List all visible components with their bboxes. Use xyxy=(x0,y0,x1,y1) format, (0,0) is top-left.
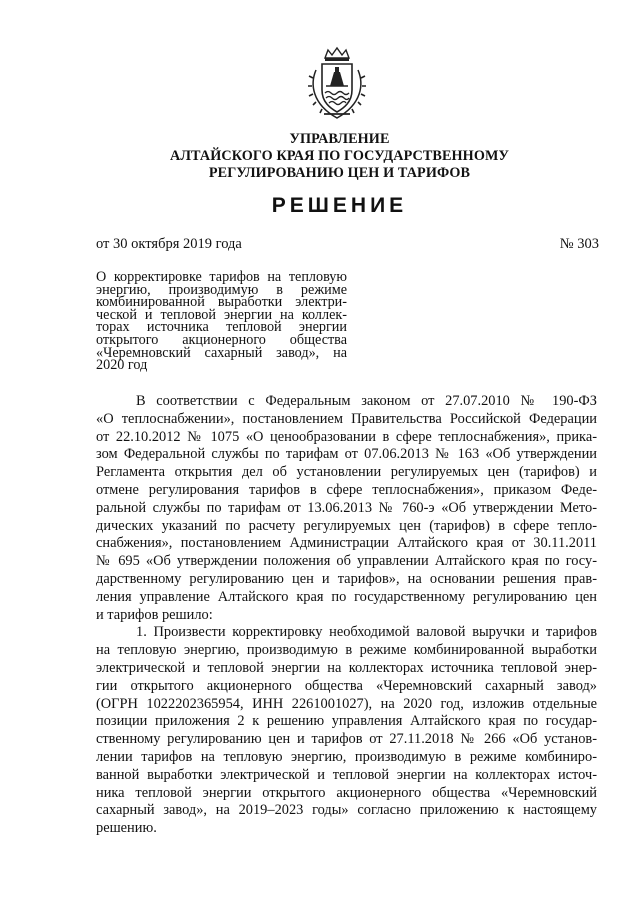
body-text-line: Регламента открытия дел об установлении регулируемых цен (тарифов) и xyxy=(96,464,597,481)
body-text-line: и тарифов решило: xyxy=(96,606,213,623)
subject-line: «Черемновский сахарный завод», на xyxy=(96,344,347,361)
body-text-line: гии открытого акционерного общества «Черемновский сахарный завод» xyxy=(96,677,597,694)
document-type-title: РЕШЕНИЕ xyxy=(271,194,408,217)
body-text-line: решению. xyxy=(96,820,157,837)
body-text-line: от 22.10.2012 № 1075 «О ценообразовании в сфере теплоснабжения», прика- xyxy=(96,428,597,445)
authority-name-line-3: РЕГУЛИРОВАНИЮ ЦЕН И ТАРИФОВ xyxy=(208,165,471,181)
body-text-line: электрической и тепловой энергии на коллекторах источника тепловой энер- xyxy=(96,659,597,676)
body-text-line: снабжения», постановлением Администрации Алтайского края от 30.11.2011 xyxy=(96,535,597,552)
body-text-line: В соответствии с Федеральным законом от 27.07.2010 № 190-ФЗ xyxy=(136,393,597,409)
body-text-line: ральной службы по тарифам от 13.06.2013 № 760-э «Об утверждении Мето- xyxy=(96,499,597,516)
body-text-line: сахарный завод», на 2019–2023 годы» согласно приложению к настоящему xyxy=(96,802,597,819)
document-date: от 30 октября 2019 года xyxy=(96,236,242,252)
document-number: № 303 xyxy=(559,236,599,252)
body-text-line: на тепловую энергию, производимую в режиме комбинированной выработки xyxy=(96,642,597,659)
body-text-line: 1. Произвести корректировку необходимой валовой выручки и тарифов xyxy=(136,624,597,641)
body-text-line: ванной выработки электрической и тепловой энергии на коллекторах источ- xyxy=(96,766,597,783)
body-text-line: «О теплоснабжении», постановлением Правительства Российской Федерации xyxy=(96,410,597,427)
body-text-line: ления управление Алтайского края по государственному регулированию цен xyxy=(96,588,597,605)
coat-of-arms-icon xyxy=(304,46,370,122)
document-body xyxy=(96,393,597,838)
body-text-line: позиции приложения 2 к решению управления Алтайского края по государ- xyxy=(96,713,597,730)
authority-name-line-2: АЛТАЙСКОГО КРАЯ ПО ГОСУДАРСТВЕННОМУ xyxy=(170,148,509,164)
subject-line: комбинированной выработки электри- xyxy=(96,294,347,311)
body-text-line: ника тепловой энергии открытого акционерного общества «Черемновский xyxy=(96,784,597,801)
subject-line: торах источника тепловой энергии xyxy=(96,319,347,336)
subject-line: открытого акционерного общества xyxy=(96,331,347,348)
subject-line: О корректировке тарифов на тепловую xyxy=(96,269,347,285)
body-text-line: № 695 «Об утверждении положения об управлении Алтайского края по госу- xyxy=(96,553,597,570)
authority-name-line-1: УПРАВЛЕНИЕ xyxy=(289,131,390,147)
subject-line: ческой и тепловой энергии на коллек- xyxy=(96,306,347,323)
body-text-line: дарственному регулированию цен и тарифов», на основании решения прав- xyxy=(96,570,597,587)
subject-line: энергию, производимую в режиме xyxy=(96,281,347,298)
document-subject xyxy=(96,271,347,372)
body-text-line: (ОГРН 1022202365954, ИНН 2261001027), на 2020 год, изложив отдельные xyxy=(96,695,597,712)
body-text-line: лении тарифов на тепловую энергию, производимую в режиме комбиниро- xyxy=(96,748,597,765)
body-text-line: отмене регулирования тарифов в сфере теплоснабжения», приказом Феде- xyxy=(96,481,597,498)
subject-line: 2020 год xyxy=(96,357,148,374)
body-text-line: дических указаний по расчету регулируемых цен (тарифов) в сфере тепло- xyxy=(96,517,597,534)
body-text-line: зом Федеральной службы по тарифам от 07.06.2013 № 163 «Об утверждении xyxy=(96,446,597,463)
body-text-line: ственному регулированию цен и тарифов от 27.11.2018 № 266 «Об установ- xyxy=(96,731,597,748)
